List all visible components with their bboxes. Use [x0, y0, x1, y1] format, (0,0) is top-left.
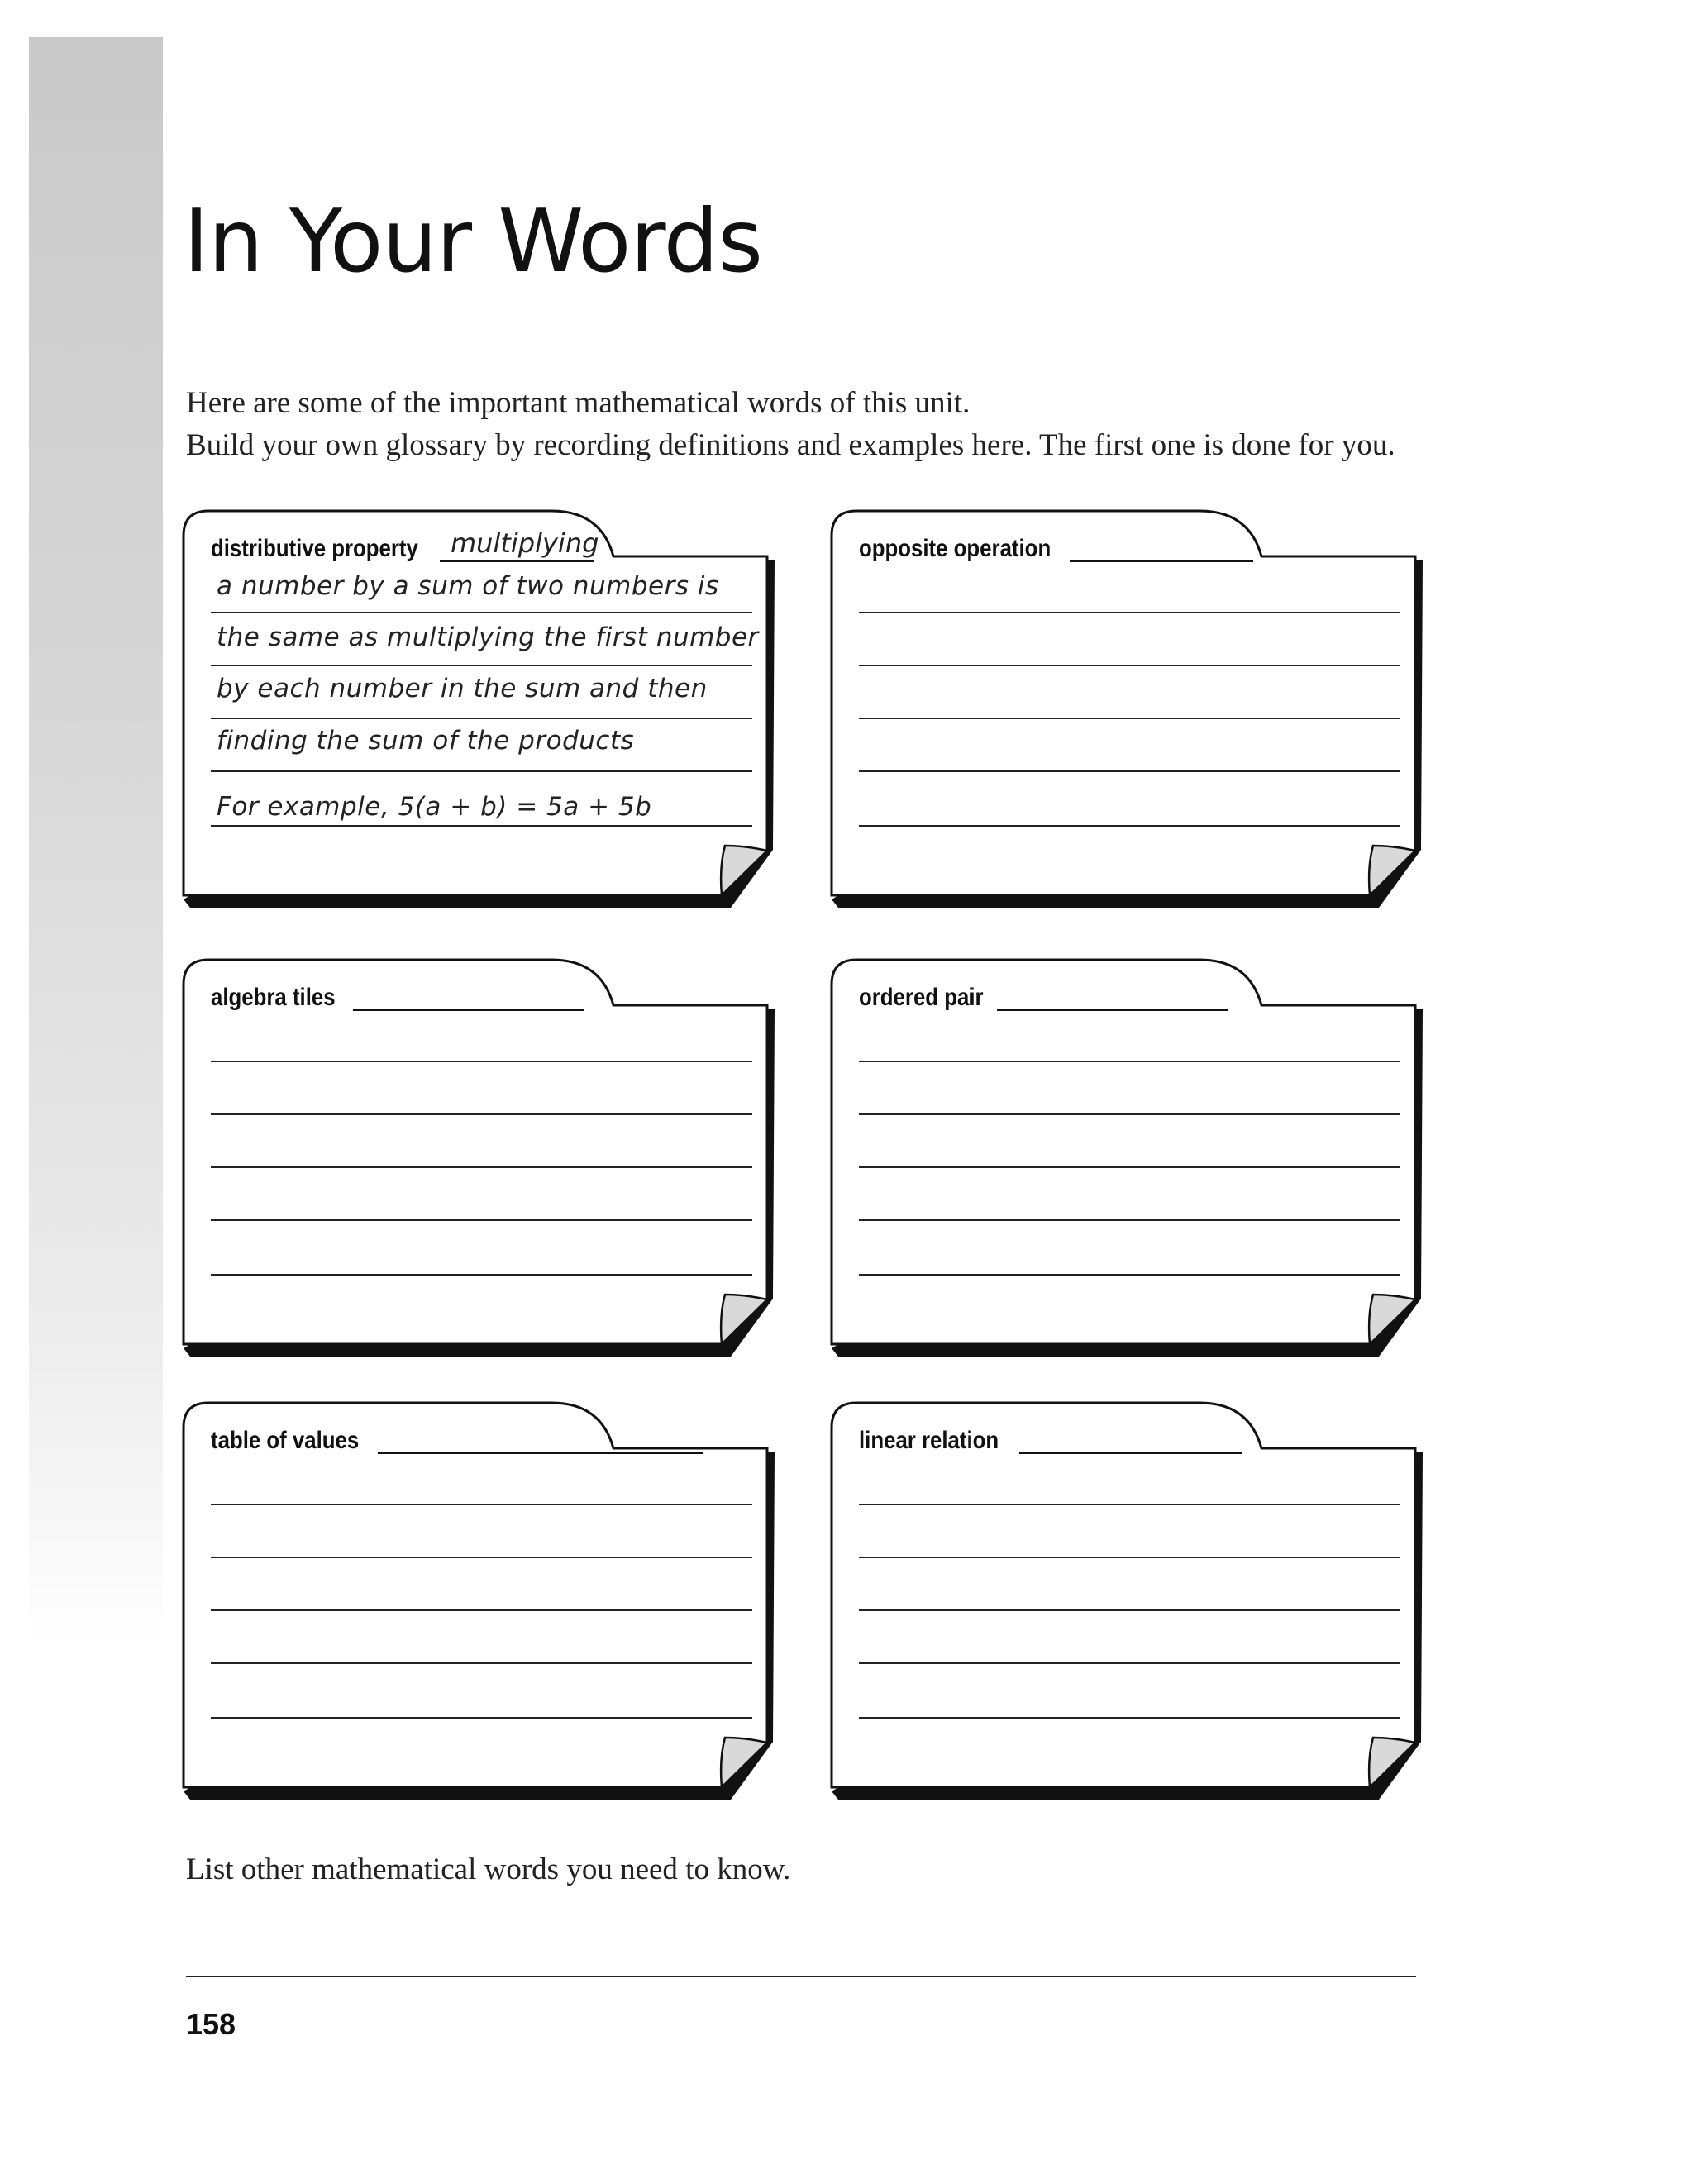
writing-line [859, 825, 1400, 827]
writing-line [211, 1662, 752, 1664]
writing-line [859, 718, 1400, 719]
card-term: ordered pair [859, 984, 984, 1011]
card-frame [832, 960, 1423, 1357]
glossary-card-opposite-operation [832, 511, 1423, 908]
example-line: For example, 5(a + b) = 5a + 5b [217, 792, 652, 822]
definition-line-4: finding the sum of the products [217, 726, 635, 756]
term-blank [353, 1009, 584, 1011]
term-blank [997, 1009, 1228, 1011]
writing-line [859, 1166, 1400, 1168]
card-term: table of values [211, 1427, 360, 1454]
card-frame [832, 1403, 1423, 1800]
writing-line [211, 1113, 752, 1115]
glossary-card-distributive-property [184, 511, 775, 908]
writing-line [211, 1166, 752, 1168]
definition-line-2: the same as multiplying the first number [217, 622, 759, 652]
intro-line-1: Here are some of the important mathematical words of this unit. [186, 386, 970, 420]
writing-line [859, 770, 1400, 772]
writing-line [211, 612, 752, 613]
writing-line [859, 1504, 1400, 1505]
card-term: algebra tiles [211, 984, 336, 1011]
writing-line [859, 1061, 1400, 1062]
writing-line [211, 770, 752, 772]
glossary-card-algebra-tiles [184, 960, 775, 1357]
writing-line [211, 1504, 752, 1505]
other-words-writing-line [186, 1976, 1416, 1977]
page-number: 158 [186, 2007, 236, 2041]
glossary-card-table-of-values [184, 1403, 775, 1800]
writing-line [859, 612, 1400, 613]
card-frame [184, 511, 775, 908]
writing-line [211, 825, 752, 827]
side-gradient-strip [29, 37, 163, 1649]
writing-line [211, 1717, 752, 1719]
writing-line [859, 1609, 1400, 1611]
card-term: opposite operation [859, 535, 1052, 562]
card-frame [184, 960, 775, 1357]
writing-line [211, 1274, 752, 1276]
writing-line [859, 1717, 1400, 1719]
glossary-card-linear-relation [832, 1403, 1423, 1800]
writing-line [859, 665, 1400, 666]
definition-line-1: a number by a sum of two numbers is [217, 571, 719, 601]
handwritten-term: multiplying [451, 527, 599, 559]
intro-line-2: Build your own glossary by recording definitions and examples here. The first one is done for you. [186, 428, 1395, 462]
writing-line [211, 1609, 752, 1611]
writing-line [211, 665, 752, 666]
intro-text [186, 382, 1395, 466]
card-frame [832, 511, 1423, 908]
page-title: In Your Words [184, 191, 763, 292]
writing-line [211, 718, 752, 719]
writing-line [211, 1061, 752, 1062]
writing-line [859, 1557, 1400, 1558]
glossary-card-ordered-pair [832, 960, 1423, 1357]
other-words-prompt: List other mathematical words you need to know. [186, 1853, 791, 1886]
writing-line [211, 1219, 752, 1221]
writing-line [859, 1662, 1400, 1664]
card-term: linear relation [859, 1427, 999, 1454]
term-blank [440, 560, 594, 562]
card-term: distributive property [211, 535, 418, 562]
term-blank [1019, 1452, 1242, 1454]
writing-line [211, 1557, 752, 1558]
writing-line [859, 1274, 1400, 1276]
writing-line [859, 1113, 1400, 1115]
writing-line [859, 1219, 1400, 1221]
term-blank [378, 1452, 703, 1454]
card-frame [184, 1403, 775, 1800]
term-blank [1070, 560, 1253, 562]
definition-line-3: by each number in the sum and then [217, 674, 708, 703]
